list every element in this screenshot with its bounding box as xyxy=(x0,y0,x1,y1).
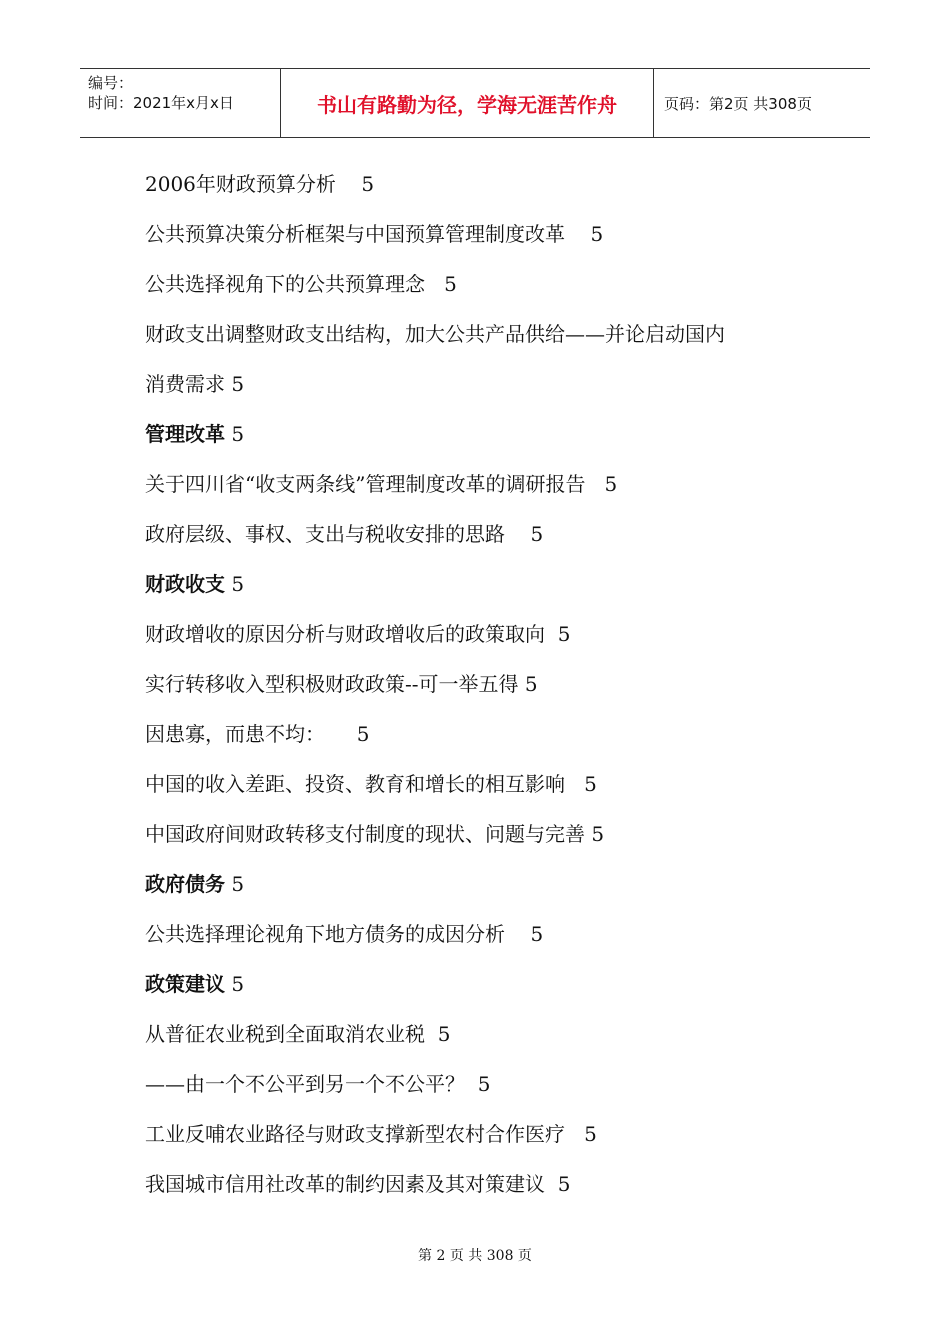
toc-entry-gap xyxy=(545,1172,558,1196)
toc-section-heading xyxy=(145,418,845,468)
toc-entry-page: 5 xyxy=(584,1122,597,1146)
toc-entry-page: 5 xyxy=(584,772,597,796)
toc-entry xyxy=(145,668,845,718)
toc-entry-gap xyxy=(465,1072,478,1096)
toc-entry xyxy=(145,468,845,518)
toc-entry-page: 5 xyxy=(231,372,245,396)
toc-entry-page: 5 xyxy=(444,272,457,296)
toc-entry-page: 5 xyxy=(361,172,375,196)
toc-entry-title: 我国城市信用社改革的制约因素及其对策建议 xyxy=(145,1172,545,1196)
toc-entry-title: 关于四川省“收支两条线”管理制度改革的调研报告 xyxy=(145,472,586,496)
toc-entry xyxy=(145,1018,845,1068)
page-footer: 第 2 页 共 308 页 xyxy=(418,1248,532,1264)
toc-entry-title: 政府债务 xyxy=(145,872,225,896)
toc-entry-title: 因患寡，而患不均： xyxy=(145,722,325,746)
toc-entry-page: 5 xyxy=(591,822,605,846)
toc-entry-page: 5 xyxy=(604,472,618,496)
toc-entry-title: 财政收支 xyxy=(145,572,225,596)
header-motto: 书山有路勤为径，学海无涯苦作舟 xyxy=(281,69,654,137)
toc-entry xyxy=(145,618,845,668)
toc-entry xyxy=(145,1168,845,1218)
toc-entry-title: 实行转移收入型积极财政政策--可一举五得 xyxy=(145,672,519,696)
toc-entry xyxy=(145,268,845,318)
toc-entry-page: 5 xyxy=(231,572,245,596)
toc-entry-title: ——由一个不公平到另一个不公平？ xyxy=(145,1072,465,1096)
toc-entry-title: 中国政府间财政转移支付制度的现状、问题与完善 xyxy=(145,822,585,846)
toc-entry-page: 5 xyxy=(557,1172,571,1196)
toc-entry-page: 5 xyxy=(231,972,245,996)
toc-entry-gap xyxy=(565,1122,584,1146)
number-label: 编号： xyxy=(88,74,134,92)
toc-entry-title: 公共选择理论视角下地方债务的成因分析 xyxy=(145,922,505,946)
toc-entry-page: 5 xyxy=(231,872,245,896)
toc-entry-page: 5 xyxy=(231,422,245,446)
toc-entry-gap xyxy=(336,172,361,196)
toc-entry-title: 公共选择视角下的公共预算理念 xyxy=(145,272,425,296)
toc-entry-title: 2006年财政预算分析 xyxy=(145,172,336,196)
toc-entry-page: 5 xyxy=(530,522,544,546)
toc-section-heading xyxy=(145,568,845,618)
toc-entry-title: 从普征农业税到全面取消农业税 xyxy=(145,1022,425,1046)
toc-entry xyxy=(145,368,845,418)
toc-entry-title: 财政支出调整财政支出结构，加大公共产品供给——并论启动国内 xyxy=(145,322,725,346)
toc-entry-gap xyxy=(565,772,584,796)
toc-entry-page: 5 xyxy=(530,922,544,946)
toc-entry-gap xyxy=(545,622,558,646)
table-of-contents xyxy=(145,168,845,1218)
header-meta xyxy=(80,69,281,137)
toc-entry-title: 工业反哺农业路径与财政支撑新型农村合作医疗 xyxy=(145,1122,565,1146)
toc-entry xyxy=(145,918,845,968)
toc-entry-gap xyxy=(325,722,357,746)
toc-entry-gap xyxy=(505,522,530,546)
toc-section-heading xyxy=(145,868,845,918)
toc-entry-page: 5 xyxy=(557,622,571,646)
toc-entry-title: 公共预算决策分析框架与中国预算管理制度改革 xyxy=(145,222,565,246)
toc-entry-title: 中国的收入差距、投资、教育和增长的相互影响 xyxy=(145,772,565,796)
header-page-info: 页码：第2页 共308页 xyxy=(664,94,812,113)
toc-entry-gap xyxy=(505,922,530,946)
toc-entry-page: 5 xyxy=(437,1022,451,1046)
document-header xyxy=(80,68,870,138)
toc-entry-gap xyxy=(585,472,604,496)
toc-entry-title: 政策建议 xyxy=(145,972,225,996)
toc-entry-gap xyxy=(425,1022,438,1046)
toc-entry-gap xyxy=(425,272,444,296)
toc-entry-title: 消费需求 xyxy=(145,372,225,396)
toc-entry-page: 5 xyxy=(590,222,604,246)
toc-entry xyxy=(145,218,845,268)
toc-entry-page: 5 xyxy=(524,672,538,696)
toc-entry-title: 政府层级、事权、支出与税收安排的思路 xyxy=(145,522,505,546)
toc-entry-gap xyxy=(565,222,590,246)
toc-entry xyxy=(145,818,845,868)
toc-entry xyxy=(145,768,845,818)
toc-entry xyxy=(145,168,845,218)
time-label: 时间：2021年x月x日 xyxy=(88,94,234,112)
toc-entry-title: 财政增收的原因分析与财政增收后的政策取向 xyxy=(145,622,545,646)
toc-entry-page: 5 xyxy=(477,1072,491,1096)
toc-entry xyxy=(145,1118,845,1168)
toc-entry xyxy=(145,318,845,368)
toc-entry-page: 5 xyxy=(356,722,370,746)
toc-entry xyxy=(145,718,845,768)
toc-entry xyxy=(145,518,845,568)
toc-entry-title: 管理改革 xyxy=(145,422,225,446)
toc-section-heading xyxy=(145,968,845,1018)
toc-entry xyxy=(145,1068,845,1118)
